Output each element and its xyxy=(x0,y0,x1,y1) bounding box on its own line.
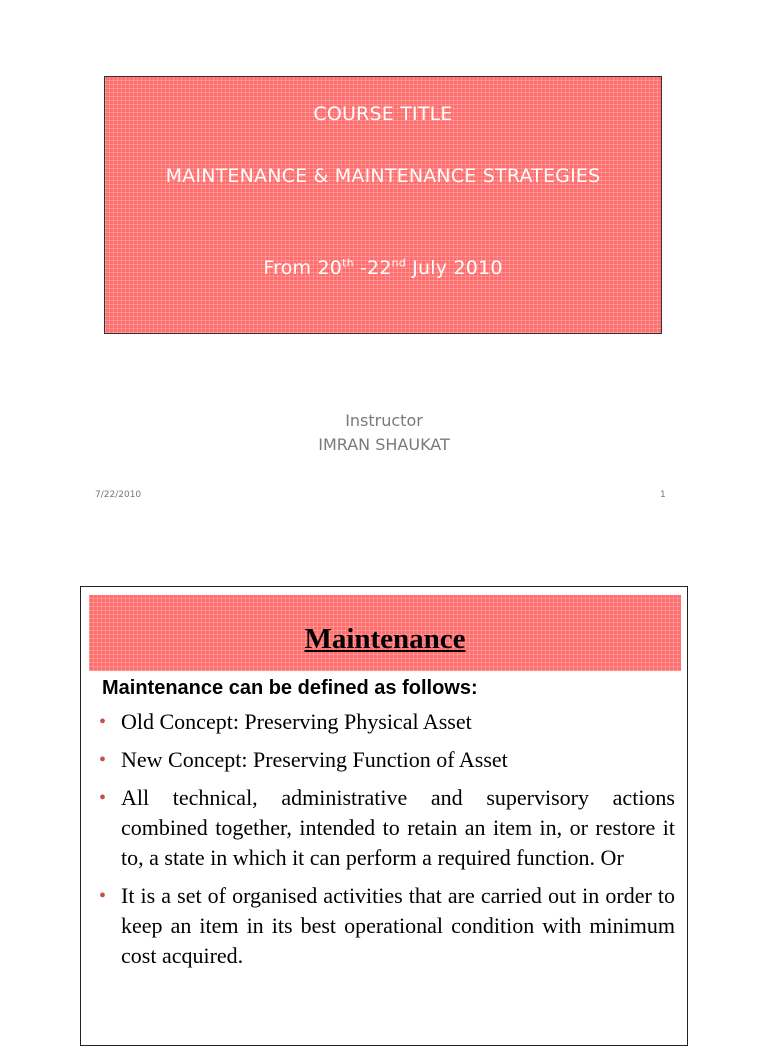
slide-subtitle: Maintenance can be defined as follows: xyxy=(102,677,478,699)
list-item: • It is a set of organised activities that are carried out in order to keep an item in its best operational condition with minimum cost acquired. xyxy=(99,883,675,968)
maintenance-slide xyxy=(80,586,688,1046)
course-name: MAINTENANCE & MAINTENANCE STRATEGIES xyxy=(165,165,601,187)
course-title-box xyxy=(104,76,662,334)
bullet-icon: • xyxy=(99,711,107,733)
slide-page-number: 1 xyxy=(660,490,666,500)
slide-title-banner xyxy=(89,595,681,671)
bullet-icon: • xyxy=(99,885,107,907)
bullet-list xyxy=(95,707,675,979)
bullet-icon: • xyxy=(99,787,107,809)
list-item: • New Concept: Preserving Function of Asset xyxy=(95,745,675,775)
list-item: • All technical, administrative and supervisory actions combined together, intended to retain an item in, or restore it to, a state in which it can perform a required function. Or xyxy=(99,785,675,870)
slide-footer-date: 7/22/2010 xyxy=(95,490,142,500)
list-item: • Old Concept: Preserving Physical Asset xyxy=(95,707,675,737)
course-title-label: COURSE TITLE xyxy=(313,103,453,125)
instructor-name: IMRAN SHAUKAT xyxy=(318,435,450,454)
course-dates: From 20th -22nd July 2010 xyxy=(263,256,503,279)
instructor-label: Instructor xyxy=(345,411,423,430)
bullet-icon: • xyxy=(99,749,107,771)
slide-title: Maintenance xyxy=(304,623,466,655)
